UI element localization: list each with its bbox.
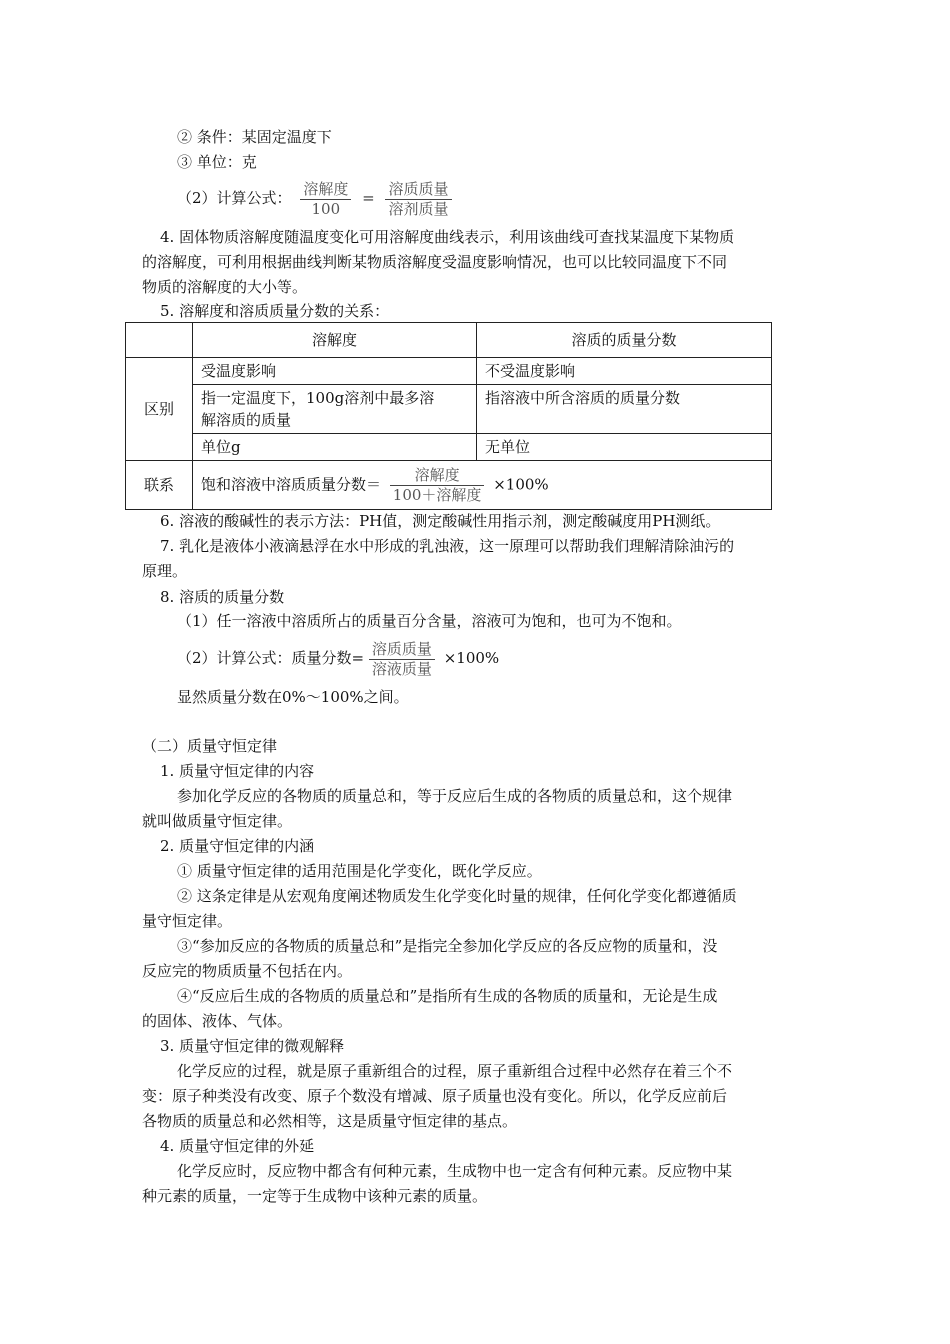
fraction-solute-solvent bbox=[385, 180, 451, 219]
subsection-1-line-1: 参加化学反应的各物质的质量总和，等于反应后生成的各物质的质量总和，这个规律 bbox=[177, 787, 733, 805]
fraction-denominator: 溶剂质量 bbox=[388, 199, 449, 218]
paragraph-8-title: 8. 溶质的质量分数 bbox=[160, 588, 285, 606]
formula-label: （2）计算公式： bbox=[177, 189, 292, 207]
table-corner-cell bbox=[126, 323, 193, 358]
fraction-numerator: 溶质质量 bbox=[388, 179, 449, 198]
table-cell bbox=[193, 385, 477, 434]
fraction-solubility-100 bbox=[300, 180, 351, 219]
paragraph-4-line-3: 物质的溶解度的大小等。 bbox=[142, 278, 308, 296]
fraction-solute-solution bbox=[369, 640, 435, 679]
fraction-denominator: 溶液质量 bbox=[371, 659, 432, 678]
subsection-2-item-4-line-2: 的固体、液体、气体。 bbox=[142, 1012, 293, 1030]
table-header-mass-fraction: 溶质的质量分数 bbox=[477, 323, 772, 358]
item-condition: ② 条件：某固定温度下 bbox=[177, 128, 332, 146]
table-cell: 指溶液中所含溶质的质量分数 bbox=[477, 385, 772, 434]
table-row bbox=[126, 358, 772, 385]
relation-formula-text: 饱和溶液中溶质质量分数＝ bbox=[201, 475, 382, 493]
item-unit: ③ 单位：克 bbox=[177, 153, 257, 171]
formula-label: （2）计算公式：质量分数= bbox=[177, 649, 365, 667]
formula-solubility bbox=[177, 176, 456, 220]
table-header-row bbox=[126, 323, 772, 358]
subsection-3-line-3: 各物质的质量总和必然相等，这是质量守恒定律的基点。 bbox=[142, 1112, 518, 1130]
table-row bbox=[126, 461, 772, 510]
table-header-solubility: 溶解度 bbox=[193, 323, 477, 358]
subsection-1-title: 1. 质量守恒定律的内容 bbox=[160, 762, 315, 780]
subsection-3-line-2: 变：原子种类没有改变、原子个数没有增减、原子质量也没有变化。所以，化学反应前后 bbox=[142, 1087, 728, 1105]
subsection-2-item-1: ① 质量守恒定律的适用范围是化学变化，既化学反应。 bbox=[177, 862, 542, 880]
table-cell-line: 解溶质的质量 bbox=[201, 411, 292, 429]
subsection-2-item-3-line-2: 反应完的物质质量不包括在内。 bbox=[142, 962, 353, 980]
table-side-relation: 联系 bbox=[126, 461, 193, 510]
table-cell: 不受温度影响 bbox=[477, 358, 772, 385]
fraction-numerator: 溶解度 bbox=[414, 465, 460, 484]
fraction-numerator: 溶解度 bbox=[303, 179, 349, 198]
formula-times-100: ×100% bbox=[443, 649, 500, 667]
fraction-denominator: 100＋溶解度 bbox=[392, 485, 482, 504]
fraction-denominator: 100 bbox=[311, 199, 341, 218]
table-cell: 受温度影响 bbox=[193, 358, 477, 385]
paragraph-4-line-2: 的溶解度，可利用根据曲线判断某物质溶解度受温度影响情况，也可以比较同温度下不同 bbox=[142, 253, 728, 271]
table-cell-line: 指一定温度下，100g溶剂中最多溶 bbox=[201, 389, 435, 407]
formula-mass-fraction bbox=[177, 636, 499, 680]
subsection-2-item-2-line-2: 量守恒定律。 bbox=[142, 912, 233, 930]
paragraph-5: 5. 溶解度和溶质质量分数的关系： bbox=[160, 302, 390, 320]
equals-sign: = bbox=[362, 189, 375, 207]
subsection-2-item-3-line-1: ③“参加反应的各物质的质量总和”是指完全参加化学反应的各反应物的质量和，没 bbox=[177, 937, 718, 955]
relation-times-100: ×100% bbox=[493, 475, 549, 493]
fraction-relation bbox=[390, 466, 485, 505]
section-heading: （二）质量守恒定律 bbox=[142, 737, 278, 755]
subsection-3-line-1: 化学反应的过程，就是原子重新组合的过程，原子重新组合过程中必然存在着三个不 bbox=[177, 1062, 733, 1080]
subsection-2-item-4-line-1: ④“反应后生成的各物质的质量总和”是指所有生成的各物质的质量和，无论是生成 bbox=[177, 987, 718, 1005]
paragraph-8-note: 显然质量分数在0%～100%之间。 bbox=[177, 688, 409, 706]
fraction-numerator: 溶质质量 bbox=[371, 639, 432, 658]
table-row bbox=[126, 385, 772, 434]
table-cell: 无单位 bbox=[477, 434, 772, 461]
paragraph-6: 6. 溶液的酸碱性的表示方法：PH值，测定酸碱性用指示剂，测定酸碱度用PH测纸。 bbox=[160, 512, 721, 530]
paragraph-4-line-1: 4. 固体物质溶解度随温度变化可用溶解度曲线表示，利用该曲线可查找某温度下某物质 bbox=[160, 228, 735, 246]
table-side-difference: 区别 bbox=[126, 358, 193, 461]
subsection-2-item-2-line-1: ② 这条定律是从宏观角度阐述物质发生化学变化时量的规律，任何化学变化都遵循质 bbox=[177, 887, 737, 905]
paragraph-7-line-2: 原理。 bbox=[142, 562, 188, 580]
subsection-4-title: 4. 质量守恒定律的外延 bbox=[160, 1137, 315, 1155]
subsection-2-title: 2. 质量守恒定律的内涵 bbox=[160, 837, 315, 855]
subsection-3-title: 3. 质量守恒定律的微观解释 bbox=[160, 1037, 345, 1055]
subsection-4-line-1: 化学反应时，反应物中都含有何种元素，生成物中也一定含有何种元素。反应物中某 bbox=[177, 1162, 733, 1180]
paragraph-7-line-1: 7. 乳化是液体小液滴悬浮在水中形成的乳浊液，这一原理可以帮助我们理解清除油污的 bbox=[160, 537, 735, 555]
subsection-4-line-2: 种元素的质量，一定等于生成物中该种元素的质量。 bbox=[142, 1187, 488, 1205]
table-cell: 单位g bbox=[193, 434, 477, 461]
table-row bbox=[126, 434, 772, 461]
solubility-relation-table bbox=[125, 322, 772, 510]
table-cell-relation-formula bbox=[193, 461, 772, 510]
subsection-1-line-2: 就叫做质量守恒定律。 bbox=[142, 812, 293, 830]
paragraph-8-item-1: （1）任一溶液中溶质所占的质量百分含量，溶液可为饱和，也可为不饱和。 bbox=[177, 612, 682, 630]
